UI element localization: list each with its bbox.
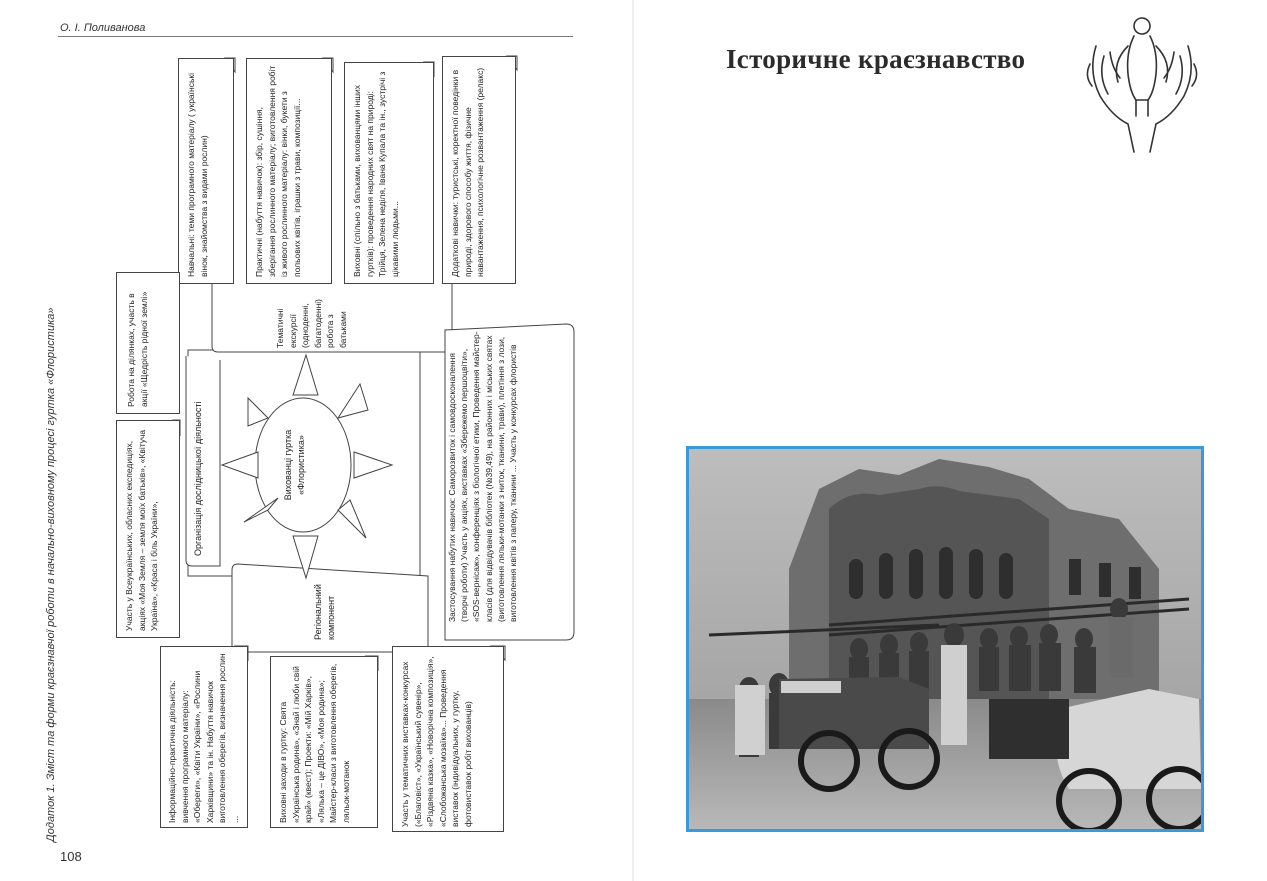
box-additional xyxy=(442,56,516,284)
box-upbringing-text: Виховні (спільно з батьками, вихованцями інших гуртків): проведення народних свят на природі: Трійця, Зелена неділя, Івана Купала та ін., зустрічі з цікавими людьми... xyxy=(352,71,400,277)
right-page xyxy=(634,0,1267,881)
left-page xyxy=(0,0,633,881)
research-label: Організація дослідницької діяльності xyxy=(193,401,203,556)
box-expeditions-text: Участь у Всеукраїнських, обласних експедиціях, акціях «Моя Земля – земля моїх батьків», «Квітуча Україна», «Краса і біль України», xyxy=(124,429,159,631)
region-label: Регіональний компонент xyxy=(313,584,336,640)
box-info xyxy=(160,646,248,828)
historic-photo xyxy=(686,446,1204,832)
box-contests-text: Участь у тематичних виставках-конкурсах («Благовіст», «Український сувенір», «Різдвяна казка», «Новорічна композиція», «Слобожанська мозаїка»... Проведення виставок (індивідуальних, у гуртку, фотовиставок робіт вихованців) xyxy=(400,656,473,827)
excursions-label: Тематичні екскурсії (одноденні, багатоденні) робота з батьками xyxy=(275,299,348,348)
box-plots xyxy=(116,272,180,414)
page-number: 108 xyxy=(60,849,82,864)
hands-angel-emblem-icon xyxy=(1082,12,1202,160)
center-label: Вихованці гуртка «Флористика» xyxy=(283,429,306,501)
box-plots-text: Робота на ділянках, участь в акції «Щедрість рідної землі» xyxy=(126,291,149,407)
photo-fire-brigade-image xyxy=(689,449,1201,829)
appendix-caption: Додаток 1. Зміст та форми краєзнавчої роботи в начально-виховному процесі гуртка «Флористика» xyxy=(45,307,57,842)
box-expeditions xyxy=(116,420,180,638)
box-contests xyxy=(392,646,504,832)
box-upbringing xyxy=(344,62,434,284)
box-educational-text: Навчальні: теми програмного матеріалу ( українські вінок, знайомства з видами рослин) xyxy=(186,73,209,277)
box-events-text: Виховні заходи в гуртку: Свята «Українська родина», «Знай і люби свій край» (квест); Проекти: «Мій Харків», «Лялька – це ДІВО», «Моя родина»; Майстер-класи з виготовлення оберегів, ляльок-мотанок xyxy=(278,663,351,823)
section-title: Історичне краєзнавство xyxy=(726,44,1026,74)
running-header-author: О. І. Поливанова xyxy=(60,22,146,34)
box-practical-text: Практичні (набуття навичок): збір, сушіння, зберігання рослинного матеріалу; виготовлення робіт із живого рослинного матеріалу: вінки, букети з польових квітів, іграшки з трави, композиції... xyxy=(254,65,302,277)
box-additional-text: Додаткові навички: туристські, коректної поведінки в природі, здорового способу життя, фізичне навантаження, психологічне розвантаження (релакс) xyxy=(450,67,485,277)
box-events xyxy=(270,656,378,828)
box-educational xyxy=(178,58,234,284)
box-practical xyxy=(246,58,332,284)
skills-text: Застосування набутих навичок: Саморозвиток і самовдосконалення (творчі роботи) Участь у акціях, виставках «Збережемо першоцвіти», «SOS-вернісаж», конференціях з біологічної етики, Проведення майстер-класів (для відвідувачів бібліотек (№39,49), на районних і міських святах (виготовлення ляльки-мотанки з ниток, тканини, трави), плетіння з лози, виготовлення квітів з паперу, тканини ... Участь у конкурсах флористів xyxy=(447,331,519,622)
box-info-text: Інформаційно-практична діяльність: вивчення програмного матеріалу: «Обереги», «Квіти України», «Рослини Харківщини» та ін. Набуття навичок виготовлення оберегів, визначення рослин ... xyxy=(167,653,240,823)
